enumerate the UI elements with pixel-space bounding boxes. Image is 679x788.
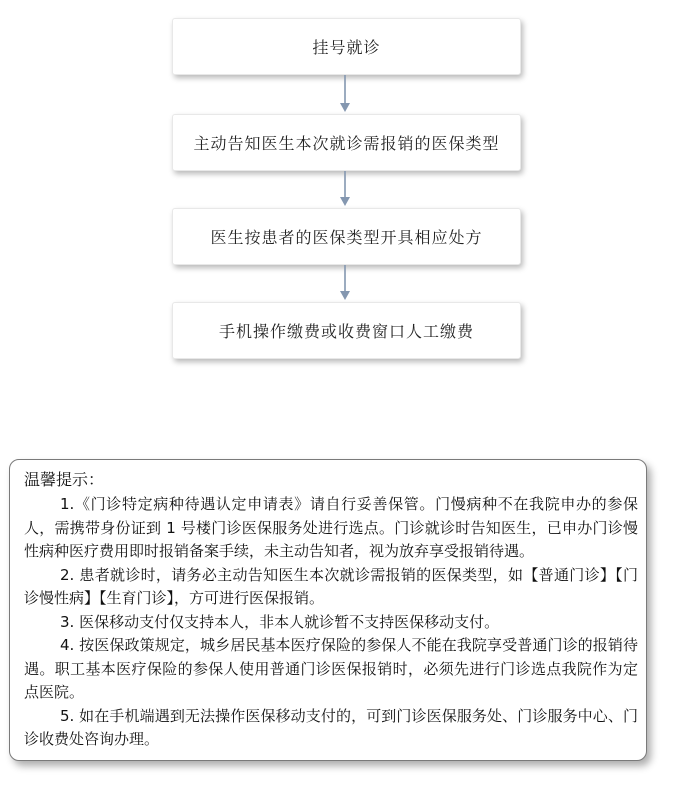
flow-step-label: 挂号就诊 (312, 38, 381, 57)
notice-item: 2. 患者就诊时，请务必主动告知医生本次就诊需报销的医保类型，如【普通门诊】【门诊慢性病】【生育门诊】，方可进行医保报销。 (24, 565, 638, 607)
flow-arrow-down-icon (337, 171, 353, 207)
flow-step-label: 主动告知医生本次就诊需报销的医保类型 (193, 134, 500, 153)
notice-box (9, 459, 647, 761)
notice-item: 1.《门诊特定病种待遇认定申请表》请自行妥善保管。门慢病种不在我院申办的参保人，需携带身份证到 1 号楼门诊医保服务处进行选点。门诊就诊时告知医生，已申办门诊慢性病种医疗费用即时报销备案手续，未主动告知者，视为放弃享受报销待遇。 (24, 495, 638, 560)
notice-item: 3. 医保移动支付仅支持本人，非本人就诊暂不支持医保移动支付。 (60, 612, 500, 631)
flow-step-label: 手机操作缴费或收费窗口人工缴费 (218, 322, 474, 341)
flow-step-prescription (172, 208, 521, 265)
flow-arrow-down-icon (337, 265, 353, 301)
notice-item: 4. 按医保政策规定，城乡居民基本医疗保险的参保人不能在我院享受普通门诊的报销待遇。职工基本医疗保险的参保人使用普通门诊医保报销时，必须先进行门诊选点我院作为定点医院。 (24, 636, 638, 701)
notice-item: 5. 如在手机端遇到无法操作医保移动支付的，可到门诊医保服务处、门诊服务中心、门诊收费处咨询办理。 (24, 706, 638, 748)
flow-step-register (172, 18, 521, 75)
flow-step-label: 医生按患者的医保类型开具相应处方 (210, 228, 483, 247)
notice-title: 温馨提示： (24, 470, 105, 489)
flow-step-inform-doctor (172, 114, 521, 171)
flow-arrow-down-icon (337, 75, 353, 113)
flow-step-payment (172, 302, 521, 359)
